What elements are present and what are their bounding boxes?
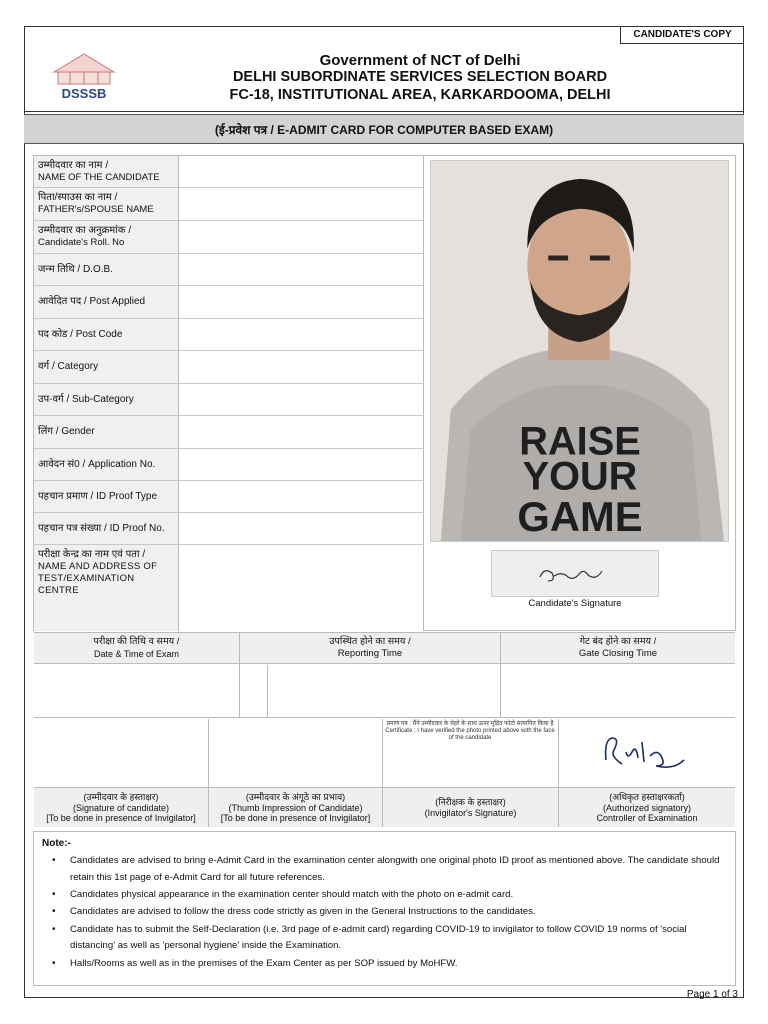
field-value-id-proof-type <box>179 481 424 513</box>
note-item: • Candidates are advised to follow the dress code strictly as given in the General Instructions to the candidates. <box>48 904 730 921</box>
field-label-sub-category: उप-वर्ग / Sub-Category <box>34 384 179 416</box>
candidate-signature-caption: Candidate's Signature <box>528 598 622 609</box>
field-value-sub-category <box>179 384 424 416</box>
note-item: • Candidates physical appearance in the examination center should match with the photo on e-admit card. <box>48 887 730 904</box>
authorized-signatory-footer: (अधिकृत हस्ताक्षरकर्ता) (Authorized signatory) Controller of Examination <box>559 787 735 827</box>
note-item: • Candidate has to submit the Self-Declaration (i.e. 3rd page of e-admit card) regarding COVID-19 to invigilator to follow COVID 19 norms of 'social distancing' as well as 'personal hygiene' inside the Examination. <box>48 922 730 956</box>
field-label-category: वर्ग / Category <box>34 351 179 384</box>
field-label-name: उम्मीदवार का नाम / NAME OF THE CANDIDATE <box>34 156 179 188</box>
note-item: • Halls/Rooms as well as in the premises of the Exam Center as per SOP issued by MoHFW. <box>48 956 730 973</box>
field-value-application-no <box>179 449 424 481</box>
field-value-roll-no <box>179 221 424 254</box>
exam-date-time-header: परीक्षा की तिथि व समय / Date & Time of Exam <box>93 636 180 659</box>
invigilator-signature-footer: (निरीक्षक के हस्ताक्षर) (Invigilator's Signature) <box>383 787 558 827</box>
header-board-name: DELHI SUBORDINATE SERVICES SELECTION BOARD <box>232 69 608 85</box>
field-value-post-applied <box>179 286 424 319</box>
field-value-id-proof-no <box>179 513 424 545</box>
invigilator-certificate: प्रमाण पत्र : मैंने उम्मीदवार के चेहरे के साथ ऊपर मुद्रित फोटो सत्यापित किया है Certificate : I have verified the photo printed above with the face of the candidate <box>385 721 555 741</box>
dsssb-logo <box>40 50 128 102</box>
field-label-post-applied: आवेदित पद / Post Applied <box>34 286 179 319</box>
field-label-father-name: पिता/स्पाउस का नाम / FATHER's/SPOUSE NAME <box>34 188 179 221</box>
exam-time-values-row <box>34 665 735 718</box>
reporting-time-header: उपस्थित होने का समय / Reporting Time <box>329 636 411 659</box>
field-label-post-code: पद कोड / Post Code <box>34 319 179 351</box>
candidate-signature-image <box>491 550 659 597</box>
notes-title: Note:- <box>42 838 71 849</box>
header-government: Government of NCT of Delhi <box>319 52 521 69</box>
candidate-photo <box>430 160 729 542</box>
field-label-roll-no: उम्मीदवार का अनुक्रमांक / Candidate's Roll. No <box>34 221 179 254</box>
note-item: • Candidates are advised to bring e-Admit Card in the examination center alongwith one original photo ID proof as mentioned above. The candidate should retain this 1st page of e-Admit Card for all future references. <box>48 853 730 887</box>
field-label-exam-centre: परीक्षा केन्द्र का नाम एवं पता / NAME AND ADDRESS OF TEST/EXAMINATION CENTRE <box>34 545 179 631</box>
divider <box>267 665 268 718</box>
shirt-text-your: YOUR <box>522 454 638 499</box>
shirt-text-raise: RAISE <box>519 419 641 464</box>
field-value-exam-centre <box>179 545 424 631</box>
field-value-post-code <box>179 319 424 351</box>
thumb-impression-footer: (उम्मीदवार के अंगूठे का प्रभाव) (Thumb Impression of Candidate) [To be done in presence of Invigilator] <box>209 787 382 827</box>
field-value-category <box>179 351 424 384</box>
field-value-name <box>179 156 424 188</box>
field-label-id-proof-no: पहचान पत्र संख्या / ID Proof No. <box>34 513 179 545</box>
svg-text:DSSSB: DSSSB <box>61 86 107 101</box>
field-label-dob: जन्म तिथि / D.O.B. <box>34 254 179 286</box>
field-value-dob <box>179 254 424 286</box>
notes-list <box>48 853 730 973</box>
shirt-text-game: GAME <box>517 493 643 541</box>
candidate-signature-footer: (उम्मीदवार के हस्ताक्षर) (Signature of candidate) [To be done in presence of Invigilator] <box>34 787 208 827</box>
field-value-father-name <box>179 188 424 221</box>
header-address: FC-18, INSTITUTIONAL AREA, KARKARDOOMA, DELHI <box>229 87 611 103</box>
authorized-signature-image <box>598 730 698 775</box>
field-label-id-proof-type: पहचान प्रमाण / ID Proof Type <box>34 481 179 513</box>
page-number: Page 1 of 3 <box>686 989 738 1000</box>
field-value-gender <box>179 416 424 449</box>
gate-closing-time-header: गेट बंद होने का समय / Gate Closing Time <box>578 636 658 659</box>
field-label-gender: लिंग / Gender <box>34 416 179 449</box>
candidate-copy-tag: CANDIDATE'S COPY <box>620 26 744 44</box>
admit-card-title: (ई-प्रवेश पत्र / E-ADMIT CARD FOR COMPUTER BASED EXAM) <box>24 114 744 144</box>
field-label-application-no: आवेदन सं0 / Application No. <box>34 449 179 481</box>
